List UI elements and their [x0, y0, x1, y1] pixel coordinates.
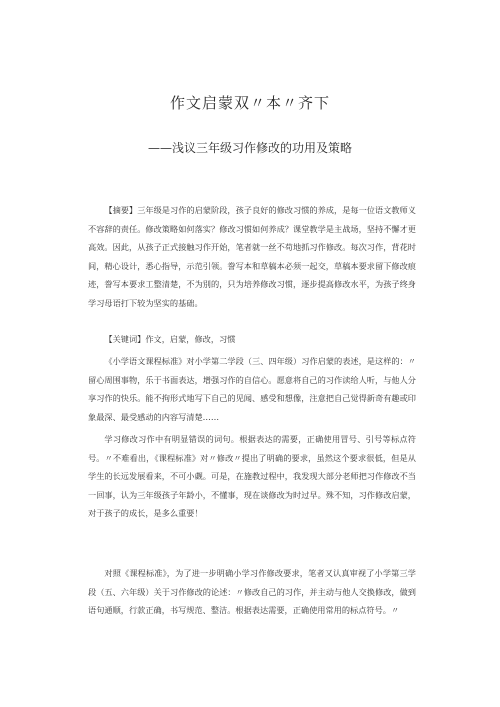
body-paragraph-1: 学习修改习作中有明显错误的词句。根据表达的需要，正确使用冒号、引号等标点符号。〃不难看出，《课程标准》对〃修改〃提出了明确的要求，虽然这个要求很低，但是从学生的长远发展看来，不可小觑。可是，在施教过程中，我发现大部分老师把习作修改不当一回事，认为三年级孩子年龄小，不懂事，现在谈修改为时过早。殊不知，习作修改启蒙，对于孩子的成长，是多么重要！: [88, 434, 416, 519]
keywords-paragraph: 【关键词】作文，启蒙，修改，习惯: [104, 334, 236, 344]
abstract-paragraph: 【摘要】三年级是习作的启蒙阶段，孩子良好的修改习惯的养成，是每一位语文教师义不容辞的责任。修改策略如何落实？修改习惯如何养成？课堂教学是主战场，坚持不懈才更高效。因此，从孩子正式接触习作开始，笔者就一丝不苟地抓习作修改。每次习作，背花时间，精心设计，悉心指导，示范引领。誊写本和草稿本必须一起交，草稿本要求留下修改痕迹，誊写本要求工整清楚，不为別的，只为培养修改习惯，逐步提高修改水平，为孩子终身学习母语打下较为坚实的基础。: [88, 205, 416, 308]
document-subtitle: ——浅议三年级习作修改的功用及策略: [147, 141, 352, 155]
body-paragraph-2: 对照《课程标准》，为了进一步明确小学习作修改要求，笔者又认真审视了小学第三学段（五、六年级）关于习作修改的论述：〃修改自己的习作，并主动与他人交换修改，做到语句通顺，行款正确，书写规范、整洁。根据表达需要，正确使用常用的标点符号。〃: [88, 568, 416, 616]
document-title: 作文启蒙双〃本〃齐下: [169, 94, 330, 112]
curriculum-quote-paragraph: 《小学语文课程标准》对小学第二学段（三、四年级）习作启蒙的表述，是这样的：〃留心周围事物，乐于书面表达，增强习作的自信心。愿意将自己的习作读给人听，与他人分享习作的快乐。能不拘形式地写下自己的见闻、感受和想像，注意把自己觉得新奇有趣或印象最深、最受感动的内容写清楚……: [88, 356, 416, 422]
